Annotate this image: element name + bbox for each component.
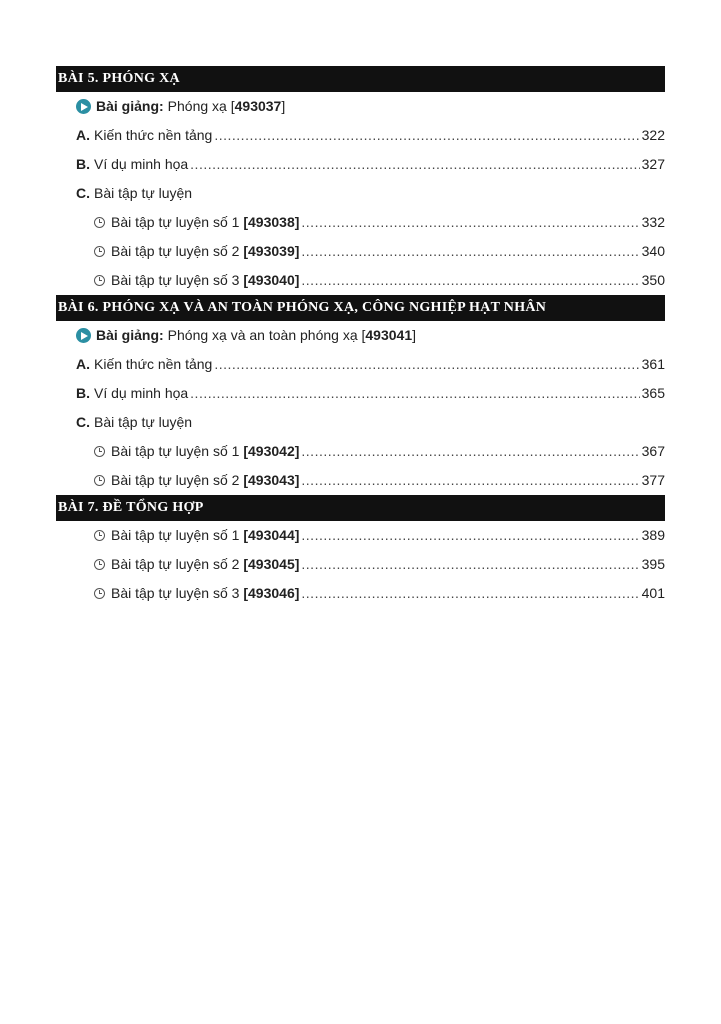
exercise-text: Bài tập tự luyện số 1	[111, 527, 240, 543]
item-letter: B.	[76, 156, 90, 172]
toc-item[interactable]	[56, 379, 665, 408]
page-number: 332	[641, 214, 665, 230]
exercise-item[interactable]	[56, 437, 665, 466]
play-circle-icon	[76, 328, 91, 343]
dot-leader	[301, 550, 639, 579]
item-text: Kiến thức nền tảng	[94, 356, 213, 372]
exercise-text: Bài tập tự luyện số 1	[111, 214, 240, 230]
page-number: 340	[641, 243, 665, 259]
lecture-code: 493037	[234, 98, 282, 114]
section-bai-5	[56, 66, 665, 295]
toc-item[interactable]	[56, 121, 665, 150]
exercise-code: 493040	[248, 272, 295, 288]
exercise-code-wrap: [493043]	[243, 472, 300, 488]
dot-leader	[301, 437, 639, 466]
dot-leader	[214, 121, 639, 150]
section-bai-7	[56, 495, 665, 608]
dot-leader	[214, 350, 639, 379]
exercise-code: 493042	[248, 443, 295, 459]
dot-leader	[301, 208, 639, 237]
table-of-contents	[56, 66, 665, 608]
section-header: BÀI 6. PHÓNG XẠ VÀ AN TOÀN PHÓNG XẠ, CÔNG NGHIỆP HẠT NHÂN	[56, 295, 665, 321]
toc-item	[56, 408, 665, 437]
page-number: 322	[641, 127, 665, 143]
exercise-text: Bài tập tự luyện số 3	[111, 272, 240, 288]
exercise-text: Bài tập tự luyện số 1	[111, 443, 240, 459]
item-letter: A.	[76, 127, 90, 143]
clock-icon	[94, 559, 105, 570]
item-text: Bài tập tự luyện	[94, 185, 193, 201]
page-number: 377	[641, 472, 665, 488]
exercise-text: Bài tập tự luyện số 2	[111, 243, 240, 259]
page-number: 350	[641, 272, 665, 288]
clock-icon	[94, 530, 105, 541]
lecture-title: Phóng xạ	[167, 98, 227, 114]
play-circle-icon	[76, 99, 91, 114]
exercise-item[interactable]	[56, 550, 665, 579]
page-number: 367	[641, 443, 665, 459]
page-number: 401	[641, 585, 665, 601]
lecture-link[interactable]	[56, 92, 665, 121]
exercise-code-wrap: [493046]	[243, 585, 300, 601]
exercise-item[interactable]	[56, 466, 665, 495]
exercise-text: Bài tập tự luyện số 2	[111, 556, 240, 572]
page-number: 395	[641, 556, 665, 572]
clock-icon	[94, 446, 105, 457]
clock-icon	[94, 217, 105, 228]
page-number: 365	[641, 385, 665, 401]
item-text: Bài tập tự luyện	[94, 414, 193, 430]
exercise-code: 493046	[248, 585, 295, 601]
section-header: BÀI 5. PHÓNG XẠ	[56, 66, 665, 92]
clock-icon	[94, 475, 105, 486]
lecture-label: Bài giảng:	[96, 98, 164, 114]
lecture-code-wrap: [493037]	[226, 98, 286, 114]
clock-icon	[94, 588, 105, 599]
lecture-code: 493041	[365, 327, 413, 343]
dot-leader	[190, 379, 639, 408]
section-header: BÀI 7. ĐỀ TỔNG HỢP	[56, 495, 665, 521]
item-letter: A.	[76, 356, 90, 372]
lecture-label: Bài giảng:	[96, 327, 164, 343]
exercise-code-wrap: [493044]	[243, 527, 300, 543]
section-bai-6	[56, 295, 665, 495]
dot-leader	[301, 466, 639, 495]
clock-icon	[94, 246, 105, 257]
toc-item	[56, 179, 665, 208]
exercise-code: 493038	[248, 214, 295, 230]
item-text: Ví dụ minh họa	[94, 156, 189, 172]
dot-leader	[301, 579, 639, 608]
dot-leader	[190, 150, 639, 179]
item-letter: C.	[76, 185, 90, 201]
exercise-code-wrap: [493040]	[243, 272, 300, 288]
lecture-link[interactable]	[56, 321, 665, 350]
toc-item[interactable]	[56, 350, 665, 379]
clock-icon	[94, 275, 105, 286]
exercise-code-wrap: [493042]	[243, 443, 300, 459]
item-text: Ví dụ minh họa	[94, 385, 189, 401]
item-letter: B.	[76, 385, 90, 401]
page-number: 389	[641, 527, 665, 543]
exercise-code: 493044	[248, 527, 295, 543]
toc-item[interactable]	[56, 150, 665, 179]
page-number: 361	[641, 356, 665, 372]
exercise-code-wrap: [493045]	[243, 556, 300, 572]
item-text: Kiến thức nền tảng	[94, 127, 213, 143]
exercise-code: 493039	[248, 243, 295, 259]
exercise-code: 493045	[248, 556, 295, 572]
exercise-code-wrap: [493038]	[243, 214, 300, 230]
exercise-code-wrap: [493039]	[243, 243, 300, 259]
dot-leader	[301, 266, 639, 295]
item-letter: C.	[76, 414, 90, 430]
exercise-item[interactable]	[56, 266, 665, 295]
page-number: 327	[641, 156, 665, 172]
dot-leader	[301, 521, 639, 550]
exercise-item[interactable]	[56, 521, 665, 550]
lecture-title: Phóng xạ và an toàn phóng xạ	[167, 327, 358, 343]
exercise-item[interactable]	[56, 208, 665, 237]
exercise-item[interactable]	[56, 579, 665, 608]
exercise-code: 493043	[248, 472, 295, 488]
lecture-code-wrap: [493041]	[357, 327, 416, 343]
dot-leader	[301, 237, 639, 266]
exercise-text: Bài tập tự luyện số 2	[111, 472, 240, 488]
exercise-text: Bài tập tự luyện số 3	[111, 585, 240, 601]
exercise-item[interactable]	[56, 237, 665, 266]
